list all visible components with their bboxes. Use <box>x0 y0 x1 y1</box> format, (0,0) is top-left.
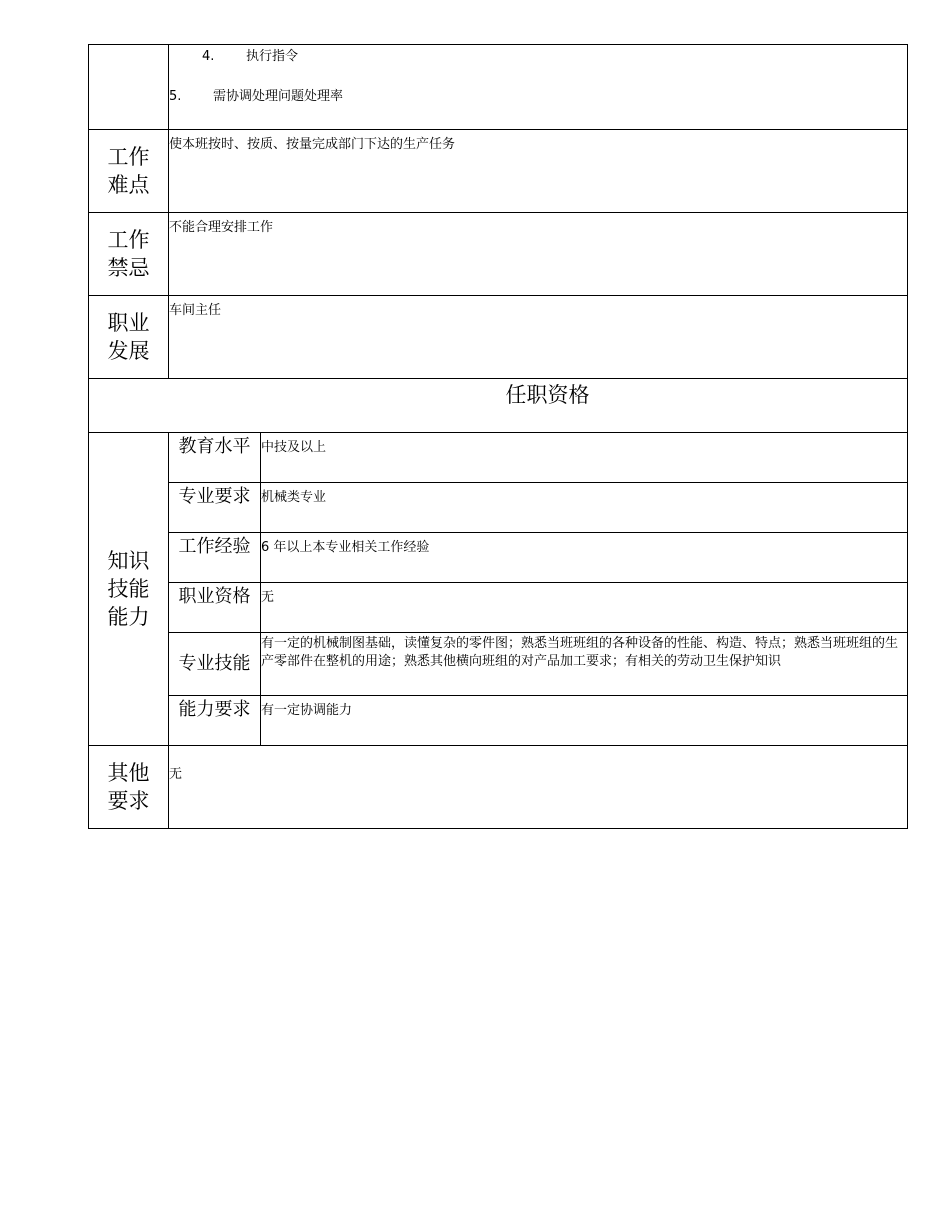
career-value: 车间主任 <box>169 296 908 379</box>
experience-label: 工作经验 <box>169 533 261 583</box>
skills-group-label <box>89 433 169 746</box>
career-label-line2: 发展 <box>107 339 150 363</box>
duty-item-5-number: 5. <box>169 89 182 104</box>
taboo-label-line1: 工作 <box>107 228 150 252</box>
difficulty-label-line1: 工作 <box>107 145 150 169</box>
qualification-title <box>89 379 908 433</box>
skills-value: 有一定的机械制图基础，读懂复杂的零件图；熟悉当班班组的各种设备的性能、构造、特点；熟悉当班班组的生产零部件在整机的用途；熟悉其他横向班组的对产品加工要求；有相关的劳动卫生保护知识 <box>261 633 908 696</box>
major-label: 专业要求 <box>169 483 261 533</box>
other-row <box>89 746 908 829</box>
skills-group-label-line3: 能力 <box>107 605 150 629</box>
ability-value: 有一定协调能力 <box>261 696 908 746</box>
certification-value: 无 <box>261 583 908 633</box>
duty-item-4-text: 执行指令 <box>246 49 299 64</box>
other-label-line2: 要求 <box>107 789 150 813</box>
skills-group-label-line2: 技能 <box>107 577 150 601</box>
taboo-value: 不能合理安排工作 <box>169 213 908 296</box>
taboo-row <box>89 213 908 296</box>
certification-label: 职业资格 <box>169 583 261 633</box>
qualification-row <box>89 696 908 746</box>
qualification-title-row <box>89 379 908 433</box>
duties-label-cell <box>89 45 169 130</box>
career-label <box>89 296 169 379</box>
other-value: 无 <box>169 746 908 829</box>
duties-content <box>169 45 908 130</box>
duty-item-4 <box>169 48 907 66</box>
taboo-label <box>89 213 169 296</box>
other-label-line1: 其他 <box>107 761 150 785</box>
difficulty-row <box>89 130 908 213</box>
difficulty-label-line2: 难点 <box>107 173 150 197</box>
career-row <box>89 296 908 379</box>
qualification-row <box>89 433 908 483</box>
qualification-row <box>89 633 908 696</box>
duty-item-5-text: 需协调处理问题处理率 <box>213 89 344 104</box>
skills-group-label-line1: 知识 <box>107 549 150 573</box>
skills-label: 专业技能 <box>169 633 261 696</box>
qualification-title-text: 任职资格 <box>505 383 590 407</box>
qualification-row <box>89 533 908 583</box>
difficulty-value: 使本班按时、按质、按量完成部门下达的生产任务 <box>169 130 908 213</box>
experience-value: 6 年以上本专业相关工作经验 <box>261 533 908 583</box>
taboo-label-line2: 禁忌 <box>107 256 150 280</box>
duty-item-5 <box>169 88 907 106</box>
other-label <box>89 746 169 829</box>
job-description-table <box>88 44 908 829</box>
qualification-row <box>89 483 908 533</box>
duty-item-4-number: 4. <box>202 49 215 64</box>
difficulty-label <box>89 130 169 213</box>
education-label: 教育水平 <box>169 433 261 483</box>
career-label-line1: 职业 <box>107 311 150 335</box>
education-value: 中技及以上 <box>261 433 908 483</box>
qualification-row <box>89 583 908 633</box>
major-value: 机械类专业 <box>261 483 908 533</box>
duties-row <box>89 45 908 130</box>
ability-label: 能力要求 <box>169 696 261 746</box>
